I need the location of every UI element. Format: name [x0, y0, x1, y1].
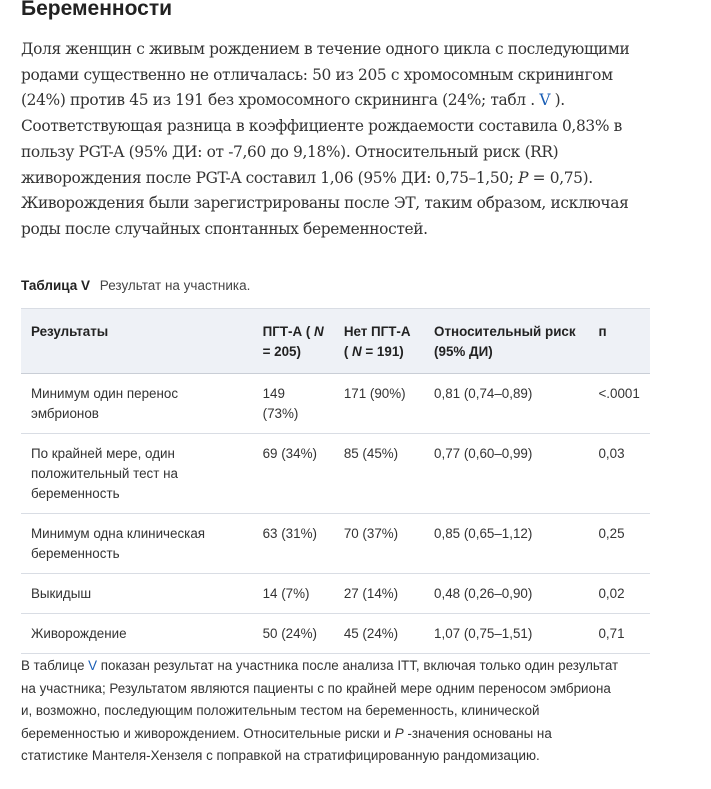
- footnote-text: показан результат на участника после анализа ITT, включая только один результат: [97, 658, 619, 673]
- table-header-row: [21, 309, 650, 374]
- cell-no-pgta: 27 (14%): [334, 574, 424, 614]
- paragraph-line: Живорождения были зарегистрированы после ЭТ, таким образом, исключая: [21, 194, 629, 213]
- header-text: (: [343, 344, 352, 359]
- cell-no-pgta: 171 (90%): [334, 374, 424, 434]
- table-caption: [21, 278, 250, 293]
- cell-outcome: Выкидыш: [21, 574, 253, 614]
- footnote-text: В таблице: [21, 658, 89, 673]
- paragraph-text: (24%) против 45 из 191 без хромосомного скрининга (24%; табл .: [21, 91, 540, 110]
- paragraph-line: Доля женщин с живым рождением в течение одного цикла с последующими: [21, 40, 630, 58]
- cell-pgta: 149 (73%): [253, 374, 334, 434]
- table-row: [21, 514, 650, 574]
- paragraph-line: родами существенно не отличалась: 50 из 205 с хромосомным скринингом: [21, 65, 613, 84]
- table-row: [21, 614, 650, 654]
- header-results: Результаты: [21, 309, 253, 374]
- paragraph-text: живорождения после PGT-A составил 1,06 (95% ДИ: 0,75–1,50;: [21, 168, 519, 187]
- header-text: ПГТ-А (: [262, 324, 315, 339]
- table-footnote: [21, 655, 661, 768]
- section-heading: Беременности: [21, 0, 173, 20]
- paragraph-text: ).: [550, 91, 565, 110]
- cell-outcome: Минимум один перенос эмбрионов: [21, 374, 253, 434]
- header-relative-risk: Относительный риск (95% ДИ): [424, 309, 588, 374]
- table-v-link[interactable]: V: [539, 91, 551, 110]
- cell-rr: 0,81 (0,74–0,89): [424, 374, 588, 434]
- p-symbol: P: [394, 725, 404, 741]
- table-caption-text: Результат на участника.: [99, 278, 251, 293]
- footnote-text: беременностью и живорождением. Относительные риски и: [21, 725, 395, 741]
- cell-p: 0,25: [588, 514, 650, 574]
- table-row: [21, 374, 650, 434]
- footnote-line: статистике Мантеля-Хензеля с поправкой на стратифицированную рандомизацию.: [21, 748, 540, 764]
- n-symbol: N: [314, 324, 324, 339]
- paragraph-line: [21, 88, 651, 114]
- n-symbol: N: [352, 344, 362, 359]
- cell-pgta: 69 (34%): [253, 434, 334, 514]
- header-no-pgta: [334, 309, 424, 374]
- footnote-line: и, возможно, последующим положительным тестом на беременность, клинической: [21, 703, 540, 719]
- cell-no-pgta: 45 (24%): [334, 614, 424, 654]
- table-row: [21, 434, 650, 514]
- header-text: = 205): [262, 344, 301, 359]
- cell-pgta: 50 (24%): [253, 614, 334, 654]
- cell-rr: 0,85 (0,65–1,12): [424, 514, 588, 574]
- cell-outcome: Живорождение: [21, 614, 253, 654]
- header-text: Нет ПГТ-А: [343, 324, 411, 339]
- cell-outcome: Минимум одна клиническая беременность: [21, 514, 253, 574]
- paragraph-line: [21, 166, 651, 192]
- table-caption-label: Таблица V: [21, 278, 91, 293]
- cell-rr: 0,48 (0,26–0,90): [424, 574, 588, 614]
- cell-p: <.0001: [588, 374, 650, 434]
- table-row: [21, 574, 650, 614]
- cell-p: 0,71: [588, 614, 650, 654]
- table-v-link[interactable]: V: [88, 658, 98, 673]
- results-table: [21, 308, 650, 654]
- cell-rr: 1,07 (0,75–1,51): [424, 614, 588, 654]
- cell-no-pgta: 70 (37%): [334, 514, 424, 574]
- cell-rr: 0,77 (0,60–0,99): [424, 434, 588, 514]
- cell-p: 0,02: [588, 574, 650, 614]
- footnote-line: [21, 655, 661, 678]
- header-p: п: [588, 309, 650, 374]
- paragraph-line: роды после случайных спонтанных беременностей.: [21, 219, 428, 238]
- header-text: = 191): [361, 344, 404, 359]
- cell-pgta: 63 (31%): [253, 514, 334, 574]
- footnote-text: -значения основаны на: [403, 725, 552, 741]
- cell-outcome: По крайней мере, один положительный тест на беременность: [21, 434, 253, 514]
- cell-p: 0,03: [588, 434, 650, 514]
- paragraph-line: пользу PGT-A (95% ДИ: от -7,60 до 9,18%). Относительный риск (RR): [21, 142, 559, 161]
- footnote-line: на участника; Результатом являются пациенты с по крайней мере одним переносом эмбриона: [21, 680, 611, 696]
- header-pgta: [253, 309, 334, 374]
- cell-pgta: 14 (7%): [253, 574, 334, 614]
- paragraph-text: = 0,75).: [528, 168, 593, 187]
- p-symbol: P: [518, 168, 529, 187]
- body-paragraph: [21, 37, 651, 243]
- paragraph-line: Соответствующая разница в коэффициенте рождаемости составила 0,83% в: [21, 117, 622, 136]
- footnote-line: [21, 723, 661, 746]
- cell-no-pgta: 85 (45%): [334, 434, 424, 514]
